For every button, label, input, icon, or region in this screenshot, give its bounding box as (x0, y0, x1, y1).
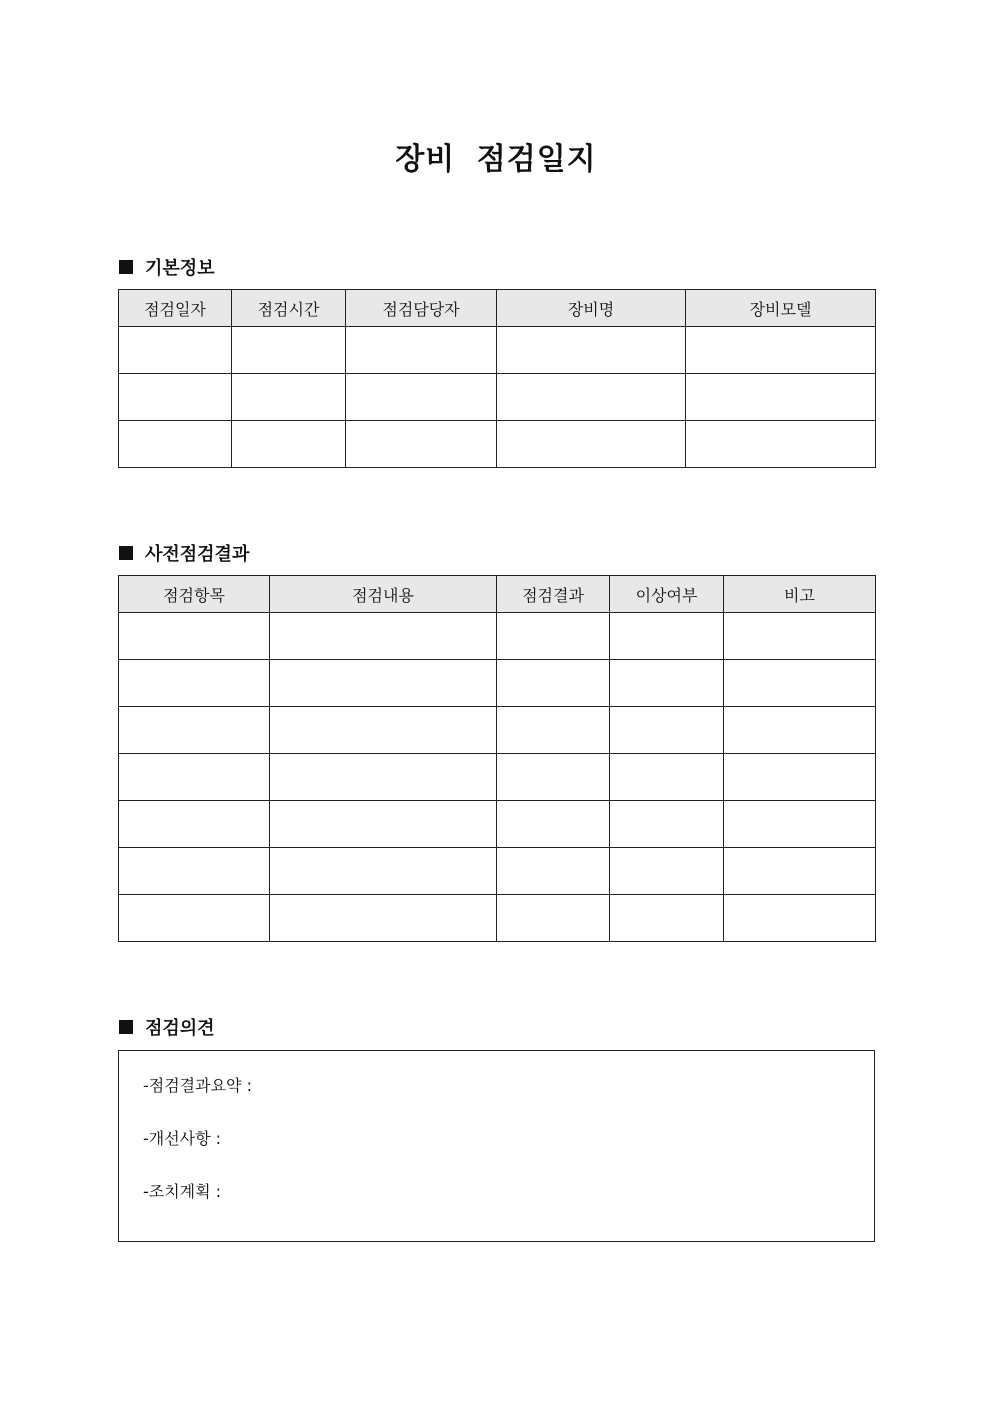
column-header: 점검시간 (232, 290, 346, 327)
table-cell[interactable] (270, 707, 497, 754)
column-header: 점검내용 (270, 576, 497, 613)
square-bullet-icon (119, 546, 133, 560)
square-bullet-icon (119, 260, 133, 274)
table-cell[interactable] (119, 660, 270, 707)
precheck-result-table (118, 575, 876, 942)
table-cell[interactable] (724, 848, 876, 895)
table-cell[interactable] (232, 421, 346, 468)
table-cell[interactable] (610, 895, 724, 942)
table-cell[interactable] (610, 707, 724, 754)
table-row (119, 801, 876, 848)
table-cell[interactable] (724, 613, 876, 660)
opinion-action-plan-line: -조치계획 : (143, 1182, 222, 1201)
table-cell[interactable] (497, 754, 610, 801)
table-cell[interactable] (610, 660, 724, 707)
table-row (119, 374, 876, 421)
column-header: 비고 (724, 576, 876, 613)
table-row (119, 613, 876, 660)
table-cell[interactable] (119, 801, 270, 848)
table-cell[interactable] (497, 848, 610, 895)
column-header: 장비명 (497, 290, 686, 327)
table-cell[interactable] (610, 613, 724, 660)
table-cell[interactable] (232, 327, 346, 374)
table-row (119, 421, 876, 468)
column-header: 점검항목 (119, 576, 270, 613)
table-cell[interactable] (270, 848, 497, 895)
table-cell[interactable] (686, 421, 876, 468)
table-row (119, 707, 876, 754)
table-cell[interactable] (497, 613, 610, 660)
table-cell[interactable] (724, 660, 876, 707)
section-heading-precheck (119, 540, 249, 566)
table-cell[interactable] (686, 374, 876, 421)
table-cell[interactable] (270, 613, 497, 660)
section-heading-opinion (119, 1014, 215, 1040)
table-cell[interactable] (270, 801, 497, 848)
table-cell[interactable] (724, 707, 876, 754)
table-cell[interactable] (724, 895, 876, 942)
table-cell[interactable] (497, 374, 686, 421)
table-cell[interactable] (119, 613, 270, 660)
table-row (119, 754, 876, 801)
table-cell[interactable] (497, 421, 686, 468)
table-cell[interactable] (346, 374, 497, 421)
table-cell[interactable] (497, 895, 610, 942)
table-cell[interactable] (686, 327, 876, 374)
table-header-row (119, 290, 876, 327)
section-heading-opinion-label: 점검의견 (145, 1018, 215, 1039)
table-row (119, 848, 876, 895)
table-cell[interactable] (497, 327, 686, 374)
opinion-improvement-line: -개선사항 : (143, 1129, 222, 1148)
table-cell[interactable] (119, 374, 232, 421)
table-cell[interactable] (497, 707, 610, 754)
table-cell[interactable] (497, 660, 610, 707)
section-heading-precheck-label: 사전점검결과 (145, 544, 250, 565)
table-cell[interactable] (270, 660, 497, 707)
table-row (119, 327, 876, 374)
table-cell[interactable] (724, 754, 876, 801)
opinion-summary-line: -점검결과요약 : (143, 1076, 252, 1095)
section-heading-basic (119, 254, 215, 280)
column-header: 장비모델 (686, 290, 876, 327)
table-header-row (119, 576, 876, 613)
table-cell[interactable] (119, 707, 270, 754)
square-bullet-icon (119, 1020, 133, 1034)
table-cell[interactable] (119, 754, 270, 801)
table-cell[interactable] (346, 327, 497, 374)
table-cell[interactable] (119, 848, 270, 895)
table-cell[interactable] (270, 895, 497, 942)
table-row (119, 895, 876, 942)
table-cell[interactable] (270, 754, 497, 801)
table-cell[interactable] (119, 327, 232, 374)
table-cell[interactable] (610, 801, 724, 848)
column-header: 이상여부 (610, 576, 724, 613)
column-header: 점검일자 (119, 290, 232, 327)
column-header: 점검결과 (497, 576, 610, 613)
table-cell[interactable] (724, 801, 876, 848)
table-row (119, 660, 876, 707)
page-title: 장비 점검일지 (395, 142, 597, 177)
table-cell[interactable] (232, 374, 346, 421)
table-cell[interactable] (497, 801, 610, 848)
column-header: 점검담당자 (346, 290, 497, 327)
table-cell[interactable] (610, 754, 724, 801)
section-heading-basic-label: 기본정보 (145, 258, 215, 279)
table-cell[interactable] (346, 421, 497, 468)
table-cell[interactable] (610, 848, 724, 895)
opinion-box[interactable] (118, 1050, 875, 1242)
basic-info-table (118, 289, 876, 468)
table-cell[interactable] (119, 895, 270, 942)
table-cell[interactable] (119, 421, 232, 468)
